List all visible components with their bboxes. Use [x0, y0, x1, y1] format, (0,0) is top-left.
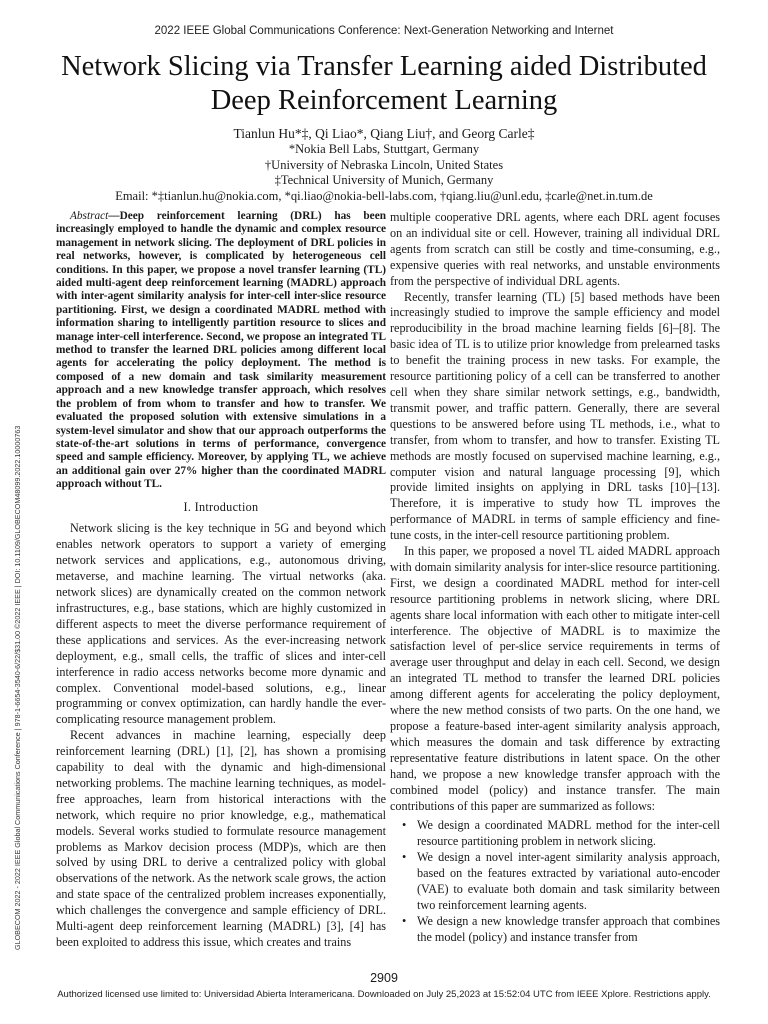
paper-title: Network Slicing via Transfer Learning aided Distributed Deep Reinforcement Learning — [61, 51, 707, 116]
page-number: 2909 — [370, 971, 398, 985]
contribution-item — [390, 914, 720, 946]
contribution-item — [390, 818, 720, 850]
doi-sidebar — [8, 310, 28, 950]
author-list: Tianlun Hu*‡, Qi Liao*, Qiang Liu†, and Georg Carle‡ — [233, 126, 535, 141]
intro-paragraph-2: Recent advances in machine learning, especially deep reinforcement learning (DRL) [1], [2], has shown a promising capability to deal with the dynamic and high-dimensional networking problems. The machine learning techniques, as model-free approaches, learn from historical interactions with the network, which require no prior knowledge, e.g., mathematical models. Several works studied to formulate resource management problems as Markov decision process (MDP)s, which are then solved by using DRL to derive a centralized policy with global observations of the network. As the network scale grows, the action and state space of the centralized problem increases exponentially, which challenges the convergence and sample efficiency of DRL. Multi-agent deep reinforcement learning (MADRL) [3], [4] has been exploited to address this issue, which creates and trains — [56, 728, 386, 949]
contribution-text: We design a new knowledge transfer approach that combines the model (policy) and instance transfer from — [417, 913, 720, 944]
section-heading-introduction: I. Introduction — [183, 499, 259, 514]
right-column — [390, 210, 720, 944]
intro-paragraph-3: multiple cooperative DRL agents, where each DRL agent focuses on an individual site or cell. However, training all individual DRL agents from scratch can still be costly and time-consuming, e.g., expensive queries with real networks, and unstable environments from the perspective of individual DRL agents. — [390, 210, 720, 288]
bullet-icon: • — [402, 913, 407, 928]
affiliation-1: *Nokia Bell Labs, Stuttgart, Germany — [288, 142, 480, 156]
intro-paragraph-5: In this paper, we proposed a novel TL aided MADRL approach with domain similarity analysis for inter-slice resource partitioning. First, we design a coordinated MADRL method for inter-cell resource partitioning problems in network slicing, where DRL agents share local information with each other to mitigate inter-cell interference. The objective of MADRL is to maximize the satisfaction level of per-slice service requirements in terms of average user throughput and delay in each cell. Second, we design an integrated TL method to transfer the learned DRL policies among different agents for accelerating the policy deployment, where the new method consists of two parts. On the one hand, we propose a feature-based inter-agent similarity analysis approach, which measures the domain and task difference by extracting representative feature distributions in latent space. On the other hand, we propose a new knowledge transfer approach with the combined model (policy) and instance transfer. The main contributions of this paper are summarized as follows: — [390, 544, 720, 813]
left-column — [56, 210, 386, 949]
intro-paragraph-1: Network slicing is the key technique in 5G and beyond which enables network operators to support a variety of emerging network services and applications, e.g., autonomous driving, metaverse, and machine learning. The virtual networks (aka. network slices) are dynamically created on the common network infrastructures, e.g., base stations, which are highly customized in different aspects to meet the diverse performance requirement of these applications and services. As the ever-increasing network deployment, e.g., small cells, the traffic of slices and inter-cell interference in radio access networks become more dynamic and complex. Conventional model-based solutions, e.g., linear programming or convex optimization, can hardly handle the ever-complicating resource management problem. — [56, 521, 386, 727]
author-block — [40, 125, 728, 204]
contribution-item — [390, 850, 720, 914]
license-footer: Authorized licensed use limited to: Universidad Abierta Interamericana. Downloaded on July 25,2023 at 15:52:04 UTC from IEEE Xplore. Restrictions apply. — [57, 989, 711, 1000]
contribution-text: We design a coordinated MADRL method for the inter-cell resource partitioning problem in network slicing. — [417, 818, 720, 849]
abstract — [56, 210, 386, 492]
bullet-icon: • — [402, 818, 407, 833]
contribution-text: We design a novel inter-agent similarity analysis approach, based on the features extracted by variational auto-encoder (VAE) to evaluate both domain and task similarity between two reinforcement learning agents. — [417, 850, 720, 912]
email-line: Email: *‡tianlun.hu@nokia.com, *qi.liao@nokia-bell-labs.com, †qiang.liu@unl.edu, ‡carle@net.in.tum.de — [115, 188, 653, 203]
contribution-list — [390, 818, 720, 945]
affiliation-2: †University of Nebraska Lincoln, United States — [264, 157, 504, 172]
abstract-label: Abstract — [70, 210, 109, 222]
conference-header: 2022 IEEE Global Communications Conference: Next-Generation Networking and Internet — [154, 25, 614, 37]
intro-paragraph-4: Recently, transfer learning (TL) [5] based methods have been increasingly studied to improve the sample efficiency and model reproducibility in the broad machine learning fields [6]–[8]. The basic idea of TL is to utilize prior knowledge from prelearned tasks to benefit the training process in new tasks. For example, the resource partitioning policy of a cell can be transferred to another cell when they share similar network settings, e.g., bandwidth, transmit power, and traffic pattern. Generally, there are several questions to be answered before using TL methods, i.e., what to transfer, from whom to transfer, and how to transfer. Existing TL methods are mostly focused on supervised machine learning, e.g., computer vision and natural language processing [9], which provide limited insights on applying in DRL tasks [10]–[13]. Therefore, it is imperative to study how TL improves the performance of MADRL in terms of sample efficiency and fine-tune costs, in the inter-cell resource partitioning problem. — [390, 289, 720, 543]
affiliation-3: ‡Technical University of Munich, Germany — [274, 173, 494, 187]
doi-sidebar-text: GLOBECOM 2022 - 2022 IEEE Global Communications Conference | 978-1-6654-3540-6/22/$31.00 ©2022 IEEE | DOI: 10.1109/GLOBECOM48099.2022.10000763 — [13, 425, 22, 950]
abstract-text: —Deep reinforcement learning (DRL) has been increasingly employed to handle the dynamic and complex resource management in network slicing. The deployment of DRL policies in real networks, however, is complicated by heterogeneous cell conditions. In this paper, we propose a novel transfer learning (TL) aided multi-agent deep reinforcement learning (MADRL) approach with inter-agent similarity analysis for inter-cell inter-slice resource partitioning. First, we design a coordinated MADRL method with information sharing to intelligently partition resource to slices and manage inter-cell interference. Second, we propose an integrated TL method to transfer the learned DRL policies among different local agents for accelerating the policy deployment. The method is composed of a new domain and task similarity measurement approach and a new knowledge transfer approach, which resolves the problem of from whom to transfer and how to transfer. We evaluated the proposed solution with extensive simulations in a system-level simulator and show that our approach outperforms the state-of-the-art solutions in terms of performance, convergence speed and sample efficiency. Moreover, by applying TL, we achieve an additional gain over 27% higher than the coordinated MADRL approach without TL. — [56, 210, 386, 491]
bullet-icon: • — [402, 850, 407, 865]
